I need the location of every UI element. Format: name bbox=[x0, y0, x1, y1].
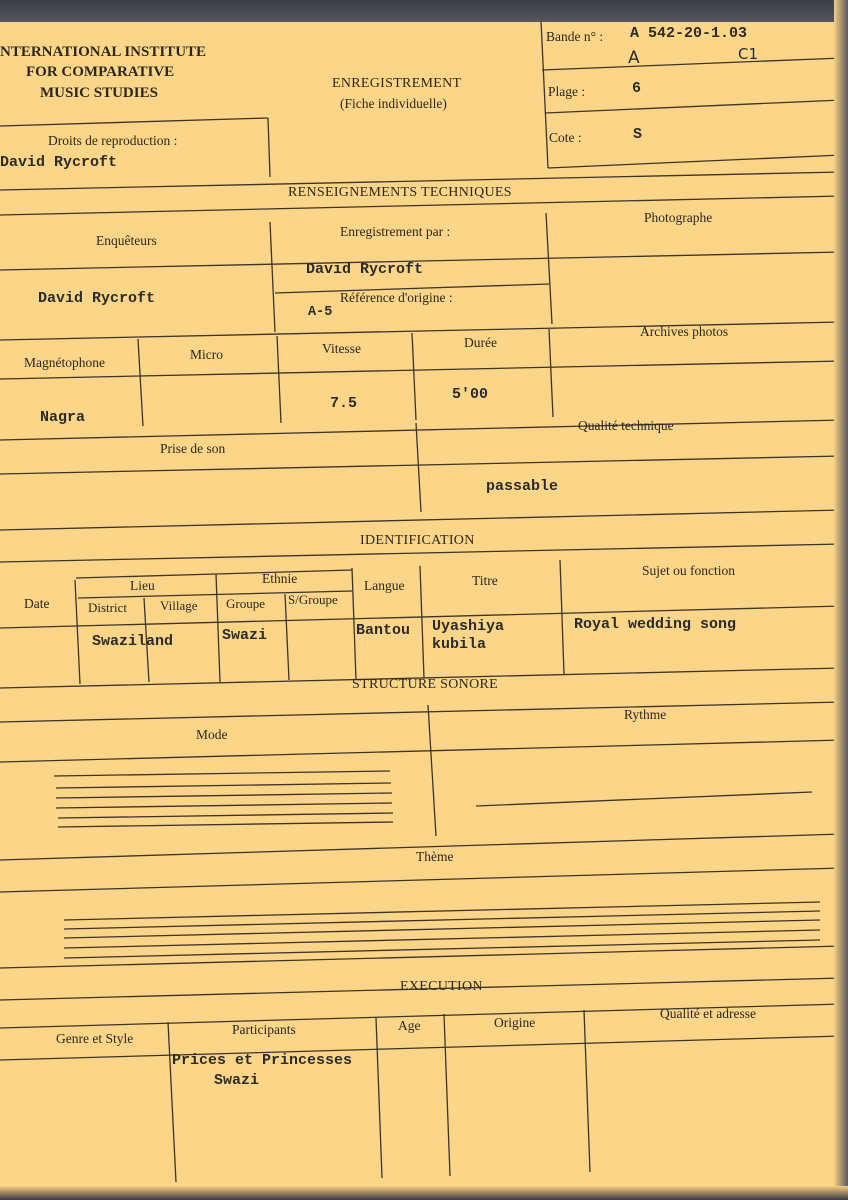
date-label: Date bbox=[24, 596, 50, 611]
enqueteurs-label: Enquêteurs bbox=[96, 233, 157, 248]
lieu-label: Lieu bbox=[130, 578, 155, 593]
cote-value: S bbox=[633, 126, 643, 143]
scan-right-edge bbox=[834, 0, 848, 1200]
langue-label: Langue bbox=[364, 578, 405, 593]
form-subtitle: (Fiche individuelle) bbox=[340, 96, 447, 111]
micro-label: Micro bbox=[190, 347, 223, 362]
vitesse-label: Vitesse bbox=[322, 341, 361, 356]
section-technique: RENSEIGNEMENTS TECHNIQUES bbox=[288, 185, 512, 200]
photographe-label: Photographe bbox=[644, 210, 713, 225]
bande-handwritten-c1: C1 bbox=[738, 45, 759, 63]
mode-label: Mode bbox=[196, 727, 228, 742]
participants-value-line1: Prices et Princesses bbox=[172, 1052, 353, 1069]
cote-label: Cote : bbox=[549, 130, 582, 145]
bande-handwritten-a: A bbox=[628, 48, 640, 68]
bande-label: Bande n° : bbox=[546, 29, 604, 44]
archives-label: Archives photos bbox=[640, 324, 729, 339]
titre-value-line2: kubila bbox=[432, 636, 487, 653]
institute-name-line3: MUSIC STUDIES bbox=[40, 85, 158, 101]
section-identification: IDENTIFICATION bbox=[360, 533, 475, 548]
plage-value: 6 bbox=[632, 80, 642, 97]
village-label: Village bbox=[160, 598, 198, 613]
droits-label: Droits de reproduction : bbox=[48, 133, 178, 148]
section-structure: STRUCTURE SONORE bbox=[352, 677, 498, 692]
magnetophone-value: Nagra bbox=[40, 409, 86, 426]
participants-label: Participants bbox=[232, 1022, 296, 1037]
sgroupe-label: S/Groupe bbox=[288, 592, 338, 607]
groupe-value: Swazi bbox=[222, 627, 268, 644]
age-label: Age bbox=[398, 1018, 421, 1033]
ethnie-label: Ethnie bbox=[262, 571, 298, 586]
qualite-adresse-label: Qualité et adresse bbox=[660, 1006, 756, 1021]
sujet-label: Sujet ou fonction bbox=[642, 563, 735, 578]
droits-value: David Rycroft bbox=[0, 154, 118, 171]
form-title: ENREGISTREMENT bbox=[332, 76, 462, 91]
reference-value: A-5 bbox=[308, 305, 333, 320]
origine-label: Origine bbox=[494, 1015, 536, 1030]
enqueteurs-value: David Rycroft bbox=[38, 290, 156, 307]
institute-name-line2: FOR COMPARATIVE bbox=[26, 64, 175, 80]
duree-value: 5'00 bbox=[452, 386, 489, 403]
participants-value-line2: Swazi bbox=[214, 1072, 260, 1089]
prise-label: Prise de son bbox=[160, 441, 226, 456]
duree-label: Durée bbox=[464, 335, 497, 350]
vitesse-value: 7.5 bbox=[330, 395, 358, 412]
plage-label: Plage : bbox=[548, 84, 586, 99]
titre-value-line1: Uyashiya bbox=[432, 618, 505, 635]
langue-value: Bantou bbox=[356, 622, 411, 639]
genre-label: Genre et Style bbox=[56, 1031, 134, 1046]
section-execution: EXECUTION bbox=[400, 979, 483, 994]
scan-top-edge bbox=[0, 0, 848, 22]
theme-label: Thème bbox=[416, 849, 454, 864]
institute-name-line1: NTERNATIONAL INSTITUTE bbox=[0, 44, 207, 60]
qualite-technique-label: Qualité technique bbox=[578, 418, 674, 433]
scan-bottom-edge bbox=[0, 1186, 848, 1200]
reference-label: Référence d'origine : bbox=[340, 290, 453, 305]
bande-value: A 542-20-1.03 bbox=[630, 25, 748, 42]
lieu-value: Swaziland bbox=[92, 633, 174, 650]
sujet-value: Royal wedding song bbox=[574, 616, 737, 633]
rythme-label: Rythme bbox=[624, 707, 667, 722]
district-label: District bbox=[88, 600, 127, 615]
enregistrement-label: Enregistrement par : bbox=[340, 224, 451, 239]
groupe-label: Groupe bbox=[226, 596, 265, 611]
titre-label: Titre bbox=[472, 573, 498, 588]
qualite-technique-value: passable bbox=[486, 478, 559, 495]
enregistrement-value: David Rycroft bbox=[306, 261, 424, 278]
magnetophone-label: Magnétophone bbox=[24, 355, 105, 370]
